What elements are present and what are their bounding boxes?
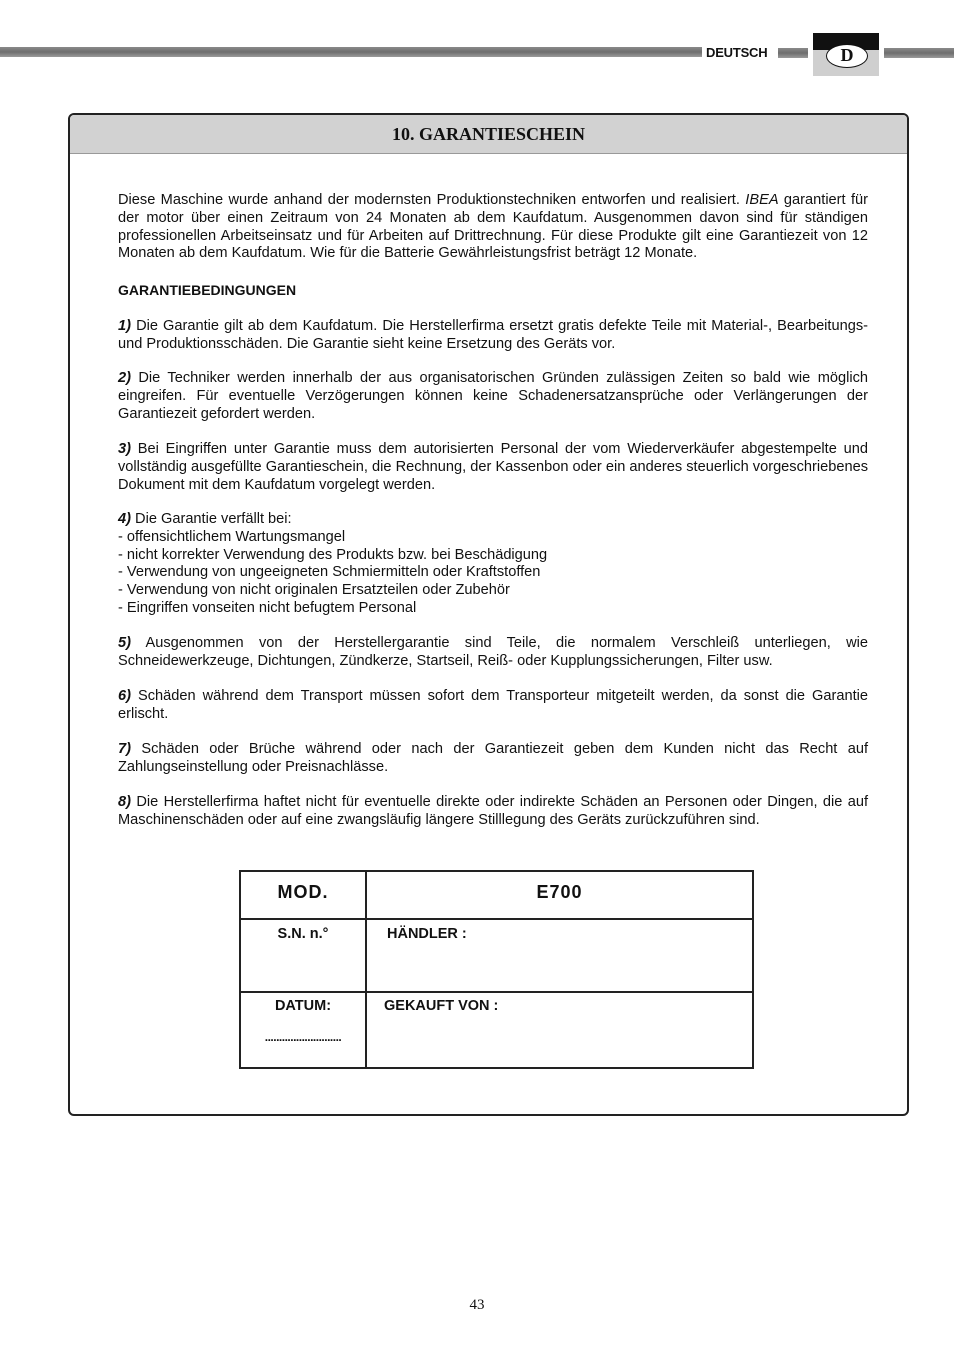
condition-number: 4) (118, 511, 131, 527)
list-item: - offensichtlichem Wartungsmangel (118, 528, 346, 545)
condition-7 (118, 741, 868, 777)
condition-6 (118, 688, 868, 724)
condition-8 (118, 794, 868, 830)
dealer-field[interactable]: HÄNDLER : (387, 926, 467, 942)
condition-text: Die Garantie verfällt bei: (130, 511, 292, 527)
serial-number-field[interactable]: S.N. n.° (277, 926, 329, 942)
model-label: MOD. (277, 882, 329, 902)
purchase-date-field[interactable]: DATUM: (274, 998, 332, 1014)
header-rule-middle (778, 48, 808, 58)
page-number: 43 (469, 1297, 485, 1313)
condition-number: 1) (118, 318, 131, 334)
condition-text: Die Herstellerfirma haftet nicht für eventuelle direkte oder indirekte Schäden an Personen oder Dingen, die auf Maschinenschäden oder auf eine zwangsläufig längere Stilllegung des Geräts zurückzuführen sind. (118, 794, 868, 828)
brand-name: IBEA (745, 192, 779, 208)
form-divider-horizontal (241, 991, 752, 993)
condition-number: 2) (118, 370, 131, 386)
condition-1 (118, 318, 868, 354)
condition-text: Schäden oder Brüche während oder nach der Garantiezeit geben dem Kunden nicht das Recht auf Zahlungseinstellung oder Preisnachlässe. (118, 741, 868, 775)
list-item: - nicht korrekter Verwendung des Produkts bzw. bei Beschädigung (118, 546, 548, 563)
conditions-heading: GARANTIEBEDINGUNGEN (118, 282, 297, 298)
intro-paragraph (118, 192, 868, 263)
language-label: DEUTSCH (706, 45, 768, 60)
header-rule-left (0, 47, 702, 57)
list-item: - Eingriffen vonseiten nicht befugtem Personal (118, 599, 417, 616)
condition-number: 6) (118, 688, 131, 704)
condition-number: 8) (118, 794, 131, 810)
buyer-field[interactable]: GEKAUFT VON : (384, 998, 499, 1014)
condition-2 (118, 370, 868, 423)
condition-text: Schäden während dem Transport müssen sofort dem Transporteur mitgeteilt werden, da sonst die Garantie erlischt. (118, 688, 868, 722)
list-item: - Verwendung von ungeeigneten Schmiermitteln oder Kraftstoffen (118, 564, 541, 581)
form-divider-horizontal (241, 918, 752, 920)
warranty-card-form (239, 870, 754, 1069)
condition-text: Ausgenommen von der Herstellergarantie sind Teile, die normalem Verschleiß unterliegen, wie Schneidewerkzeuge, Dichtungen, Zündkerze, Startseil, Reiß- oder Kupplungssicherungen, Filter usw. (118, 635, 868, 669)
header-rule-right (884, 48, 954, 58)
condition-number: 3) (118, 441, 131, 457)
intro-text-1: Diese Maschine wurde anhand der modernsten Produktionstechniken entworfen und realisiert. (118, 192, 746, 208)
list-item: - Verwendung von nicht originalen Ersatzteilen oder Zubehör (118, 582, 510, 599)
condition-number: 5) (118, 635, 131, 651)
model-value: E700 (536, 882, 583, 902)
language-tab-letter: D (826, 44, 868, 68)
date-placeholder-dots: ........................... (264, 1030, 342, 1044)
section-title: 10. GARANTIESCHEIN (70, 115, 907, 154)
condition-text: Bei Eingriffen unter Garantie muss dem autorisierten Personal der vom Wiederverkäufer abgestempelte und vollständig ausgefüllte Garantieschein, die Rechnung, der Kassenbon oder ein anderes steuerlich vorgeschriebenes Dokument mit dem Kaufdatum vorgelegt werden. (118, 441, 868, 493)
condition-4 (118, 511, 868, 618)
condition-number: 7) (118, 741, 131, 757)
condition-3 (118, 441, 868, 494)
intro-text-2: garantiert für der motor über einen Zeitraum von 24 Monaten ab dem Kaufdatum. Ausgenommen davon sind für ständigen professionellen Arbeitseinsatz und für Arbeiten auf Drittrechnung. Für diese Produkte gilt eine Garantiezeit von 12 Monaten ab dem Kaufdatum. Wie für die Batterie Gewährleistungsfrist beträgt 12 Monate. (118, 192, 868, 262)
condition-text: Die Techniker werden innerhalb der aus organisatorischen Gründen zulässigen Zeiten so bald wie möglich eingreifen. Für eventuelle Verzögerungen können keine Schadenersatzansprüche oder Verlängerungen der Garantiezeit gefordert werden. (118, 370, 868, 422)
condition-5 (118, 635, 868, 671)
condition-text: Die Garantie gilt ab dem Kaufdatum. Die Herstellerfirma ersetzt gratis defekte Teile mit Material-, Bearbeitungs- und Produktionsschäden. Die Garantie sieht keine Ersetzung des Geräts vor. (118, 318, 868, 352)
